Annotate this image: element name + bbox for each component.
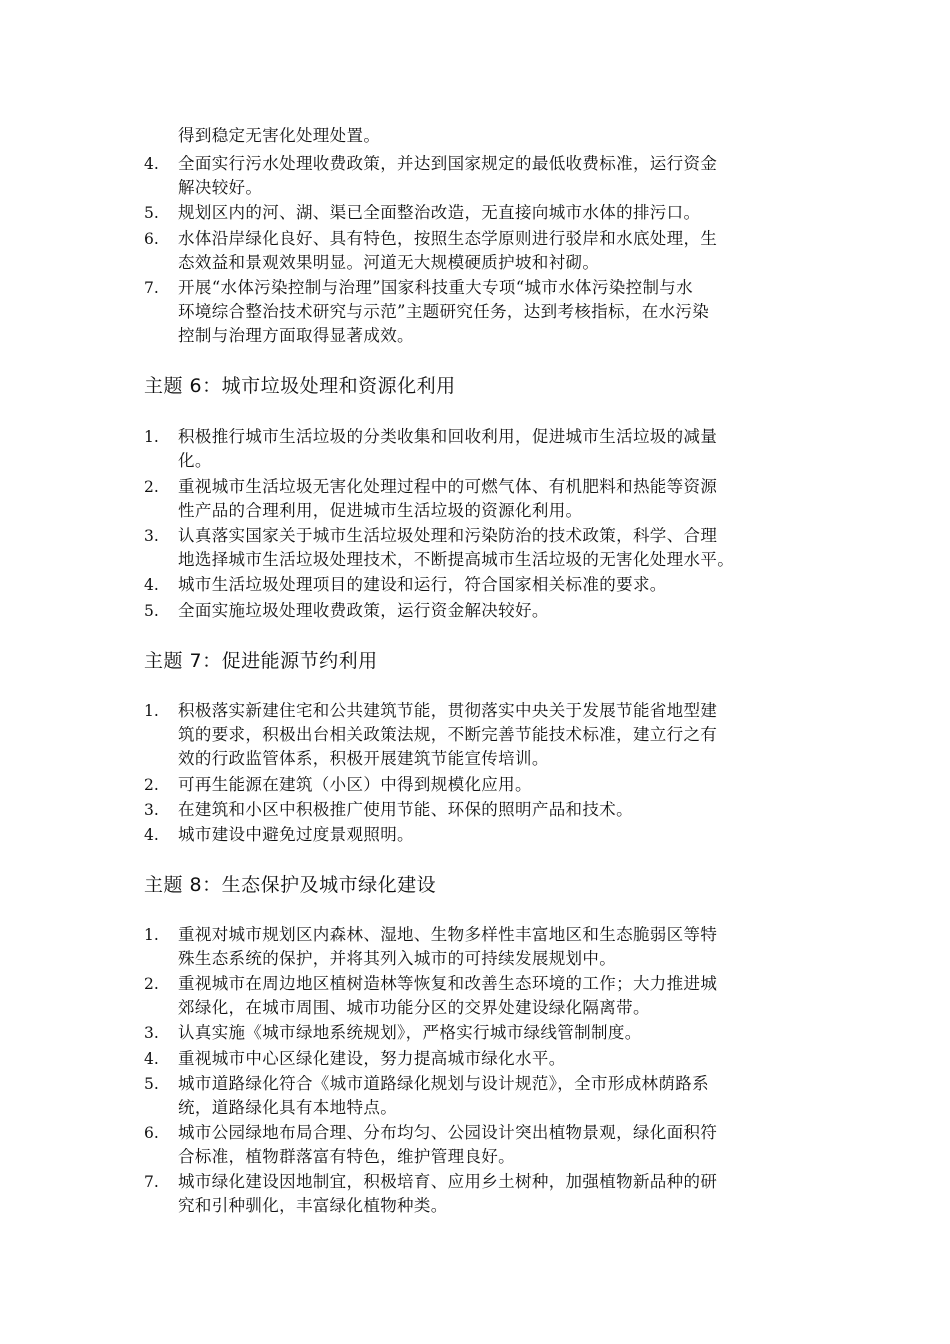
list-item-number: 4.	[144, 155, 159, 173]
list-item-text: 究和引种驯化，丰富绿化植物种类。	[178, 1196, 448, 1215]
list-item-text: 积极推行城市生活垃圾的分类收集和回收利用，促进城市生活垃圾的减量	[178, 427, 718, 446]
list-item-text: 城市建设中避免过度景观照明。	[178, 825, 414, 844]
list-item-number: 2.	[144, 975, 159, 993]
list-item-text: 在建筑和小区中积极推广使用节能、环保的照明产品和技术。	[178, 800, 633, 819]
list-item-text: 重视城市中心区绿化建设，努力提高城市绿化水平。	[178, 1049, 566, 1068]
intro-continuation: 得到稳定无害化处理处置。	[178, 126, 381, 145]
list-item-text: 郊绿化，在城市周围、城市功能分区的交界处建设绿化隔离带。	[178, 998, 650, 1017]
list-item-number: 4.	[144, 576, 159, 594]
list-item-text: 效的行政监管体系，积极开展建筑节能宣传培训。	[178, 749, 549, 768]
list-item-text: 重视对城市规划区内森林、湿地、生物多样性丰富地区和生态脆弱区等特	[178, 925, 718, 944]
list-item-number: 5.	[144, 602, 159, 620]
list-item-text: 城市道路绿化符合《城市道路绿化规划与设计规范》，全市形成林荫路系	[178, 1074, 709, 1093]
list-item-number: 6.	[144, 1124, 159, 1142]
list-item-text: 全面实施垃圾处理收费政策，运行资金解决较好。	[178, 601, 549, 620]
list-item-number: 4.	[144, 1050, 159, 1068]
list-item-number: 5.	[144, 204, 159, 222]
section-heading: 主题 8：生态保护及城市绿化建设	[144, 874, 437, 896]
list-item-number: 7.	[144, 1173, 159, 1191]
list-item-number: 4.	[144, 826, 159, 844]
list-item-text: 城市绿化建设因地制宜，积极培育、应用乡土树种，加强植物新品种的研	[178, 1172, 718, 1191]
list-item-text: 规划区内的河、湖、渠已全面整治改造，无直接向城市水体的排污口。	[178, 203, 701, 222]
list-item-number: 3.	[144, 801, 159, 819]
list-item-number: 1.	[144, 702, 159, 720]
list-item-text: 重视城市在周边地区植树造林等恢复和改善生态环境的工作；大力推进城	[178, 974, 718, 993]
list-item-text: 地选择城市生活垃圾处理技术，不断提高城市生活垃圾的无害化处理水平。	[178, 550, 735, 569]
list-item-text: 合标准，植物群落富有特色，维护管理良好。	[178, 1147, 515, 1166]
list-item-text: 重视城市生活垃圾无害化处理过程中的可燃气体、有机肥料和热能等资源	[178, 477, 718, 496]
list-item-text: 可再生能源在建筑（小区）中得到规模化应用。	[178, 775, 532, 794]
list-item-number: 1.	[144, 428, 159, 446]
list-item-text: 性产品的合理利用，促进城市生活垃圾的资源化利用。	[178, 501, 583, 520]
list-item-number: 2.	[144, 478, 159, 496]
list-item-text: 积极落实新建住宅和公共建筑节能，贯彻落实中央关于发展节能省地型建	[178, 701, 718, 720]
list-item-number: 5.	[144, 1075, 159, 1093]
list-item-text: 控制与治理方面取得显著成效。	[178, 326, 414, 345]
list-item-text: 开展“水体污染控制与治理”国家科技重大专项“城市水体污染控制与水	[178, 278, 694, 297]
list-item-text: 解决较好。	[178, 178, 263, 197]
list-item-text: 认真落实国家关于城市生活垃圾处理和污染防治的技术政策，科学、合理	[178, 526, 718, 545]
list-item-text: 环境综合整治技术研究与示范”主题研究任务，达到考核指标，在水污染	[178, 302, 710, 321]
list-item-text: 筑的要求，积极出台相关政策法规，不断完善节能技术标准，建立行之有	[178, 725, 718, 744]
list-item-number: 2.	[144, 776, 159, 794]
list-item-number: 3.	[144, 1024, 159, 1042]
list-item-text: 殊生态系统的保护，并将其列入城市的可持续发展规划中。	[178, 949, 617, 968]
list-item-text: 城市公园绿地布局合理、分布均匀、公园设计突出植物景观，绿化面积符	[178, 1123, 718, 1142]
list-item-text: 认真实施《城市绿地系统规划》，严格实行城市绿线管制制度。	[178, 1023, 642, 1042]
list-item-number: 6.	[144, 230, 159, 248]
section-heading: 主题 6：城市垃圾处理和资源化利用	[144, 375, 456, 397]
list-item-text: 城市生活垃圾处理项目的建设和运行，符合国家相关标准的要求。	[178, 575, 667, 594]
list-item-number: 3.	[144, 527, 159, 545]
list-item-text: 态效益和景观效果明显。河道无大规模硬质护坡和衬砌。	[178, 253, 600, 272]
list-item-number: 7.	[144, 279, 159, 297]
section-heading: 主题 7：促进能源节约利用	[144, 650, 378, 672]
list-item-text: 化。	[178, 451, 212, 470]
list-item-text: 统，道路绿化具有本地特点。	[178, 1098, 398, 1117]
list-item-text: 水体沿岸绿化良好、具有特色，按照生态学原则进行驳岸和水底处理，生	[178, 229, 718, 248]
list-item-number: 1.	[144, 926, 159, 944]
list-item-text: 全面实行污水处理收费政策，并达到国家规定的最低收费标准，运行资金	[178, 154, 718, 173]
